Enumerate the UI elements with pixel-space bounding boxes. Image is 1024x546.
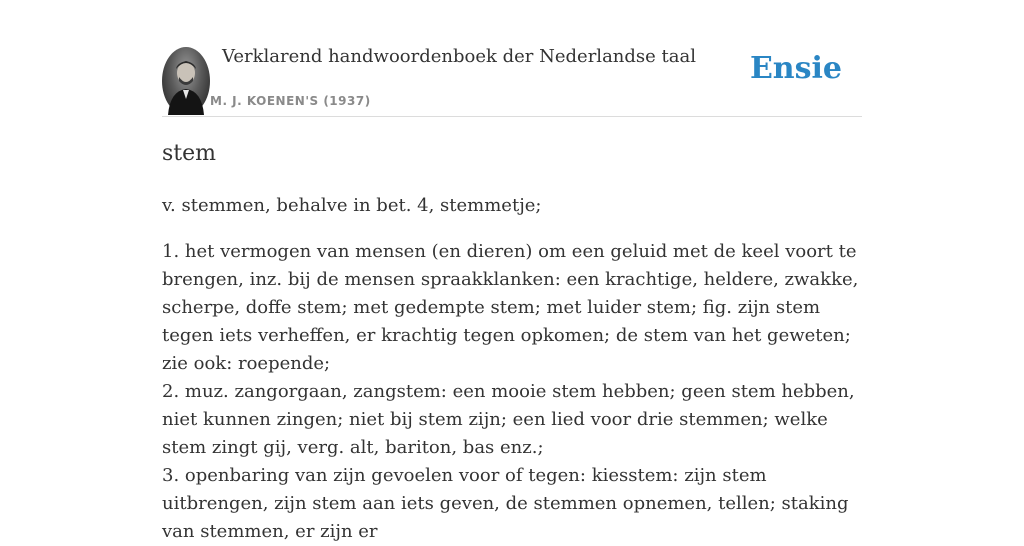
sense-2: 2. muz. zangorgaan, zangstem: een mooie stem hebben; geen stem hebben, niet kunnen zingen; niet bij stem zijn; een lied voor drie stemmen; welke stem zingt gij, verg. alt, bariton, bas enz.; (162, 381, 855, 458)
grammar-note: v. stemmen, behalve in bet. 4, stemmetje; (162, 195, 542, 216)
dictionary-title: Verklarend handwoordenboek der Nederlandse taal (222, 46, 696, 67)
sense-1: 1. het vermogen van mensen (en dieren) om een geluid met de keel voort te brengen, inz. bij de mensen spraakklanken: een krachtige, heldere, zwakke, scherpe, doffe stem; met gedempte stem; met luider stem; fig. zijn stem tegen iets verheffen, er krachtig tegen opkomen; de stem van het geweten; zie ook: roepende; (162, 241, 859, 374)
dictionary-entry (162, 138, 862, 546)
headword: stem (162, 141, 217, 166)
author-portrait-icon (162, 47, 210, 115)
dictionary-subtitle: M. J. KOENEN'S (1937) (210, 94, 371, 108)
ensie-logo-link[interactable]: Ensie (749, 51, 842, 86)
site-header (162, 44, 862, 117)
sense-3: 3. openbaring van zijn gevoelen voor of tegen: kiesstem: zijn stem uitbrengen, zijn stem aan iets geven, de stemmen opnemen, tellen; staking van stemmen, er zijn er (162, 465, 849, 542)
